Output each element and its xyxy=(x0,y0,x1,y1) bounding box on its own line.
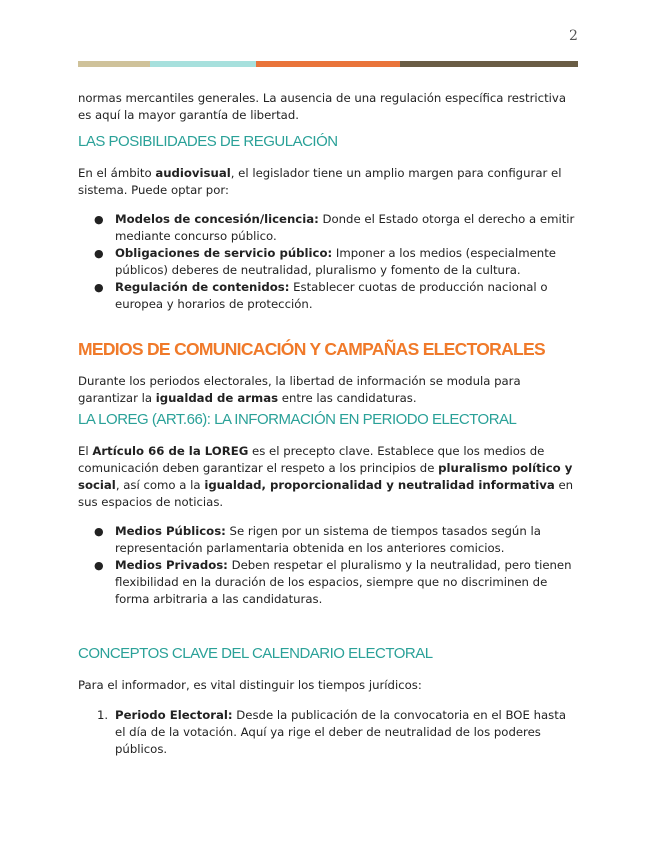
campanas-text-a: Durante los periodos electorales, la libertad de información se modula para garantizar la xyxy=(78,374,521,405)
list-item xyxy=(78,211,580,245)
color-bar-segment-tan xyxy=(78,61,150,67)
list-item-bold: Obligaciones de servicio público: xyxy=(115,246,333,260)
list-item-text: Deben respetar el pluralismo y la neutralidad, pero tienen flexibilidad en la duración de los espacios, siempre que no discriminen de forma arbitraria a las candidaturas. xyxy=(115,558,572,606)
calendario-paragraph: Para el informador, es vital distinguir los tiempos jurídicos: xyxy=(78,678,422,692)
campanas-paragraph xyxy=(78,373,580,407)
list-item-text: Desde la publicación de la convocatoria en el BOE hasta el día de la votación. Aquí ya rige el deber de neutralidad de los poderes públicos. xyxy=(115,708,567,756)
heading-regulacion: LAS POSIBILIDADES DE REGULACIÓN xyxy=(78,133,338,150)
heading-campanas: MEDIOS DE COMUNICACIÓN Y CAMPAÑAS ELECTORALES xyxy=(78,339,545,359)
list-item-bold: Regulación de contenidos: xyxy=(115,280,290,294)
intro-continuation-paragraph: normas mercantiles generales. La ausencia de una regulación específica restrictiva es aquí la mayor garantía de libertad. xyxy=(78,91,566,122)
color-bar-segment-orange xyxy=(256,61,400,67)
list-item xyxy=(78,707,580,758)
loreg-text-5: , así como a la xyxy=(115,478,205,492)
color-bar-segment-light-teal xyxy=(150,61,256,67)
list-item xyxy=(78,557,580,608)
list-item-text: Donde el Estado otorga el derecho a emitir mediante concurso público. xyxy=(115,212,575,243)
list-item-bold: Medios Públicos: xyxy=(115,524,226,538)
calendario-numbered-list xyxy=(78,707,580,758)
regulacion-text-c: , el legislador tiene un amplio margen para configurar el sistema. Puede optar por: xyxy=(78,166,562,197)
bullet-icon: ● xyxy=(94,247,104,260)
bullet-icon: ● xyxy=(94,559,104,572)
list-item xyxy=(78,523,580,557)
loreg-text-1: El xyxy=(78,444,93,458)
bullet-icon: ● xyxy=(94,281,104,294)
campanas-text-c: entre las candidaturas. xyxy=(278,391,417,405)
loreg-text-3: es el precepto clave. Establece que los medios de comunicación deben garantizar el respeto a los principios de xyxy=(78,444,545,475)
loreg-bold-igualdad: igualdad, proporcionalidad y neutralidad informativa xyxy=(204,478,555,492)
header-color-bar xyxy=(78,61,578,67)
heading-calendario: CONCEPTOS CLAVE DEL CALENDARIO ELECTORAL xyxy=(78,645,433,662)
regulacion-bold-audiovisual: audiovisual xyxy=(155,166,231,180)
list-item-bold: Modelos de concesión/licencia: xyxy=(115,212,319,226)
list-item xyxy=(78,279,580,313)
loreg-bold-articulo: Artículo 66 de la LOREG xyxy=(92,444,249,458)
heading-loreg: LA LOREG (ART.66): LA INFORMACIÓN EN PERIODO ELECTORAL xyxy=(78,411,517,428)
campanas-bold-igualdad: igualdad de armas xyxy=(155,391,279,405)
list-item-bold: Periodo Electoral: xyxy=(115,708,233,722)
regulacion-paragraph xyxy=(78,165,580,199)
loreg-text-7: en sus espacios de noticias. xyxy=(78,478,574,509)
list-item-text: Establecer cuotas de producción nacional o europea y horarios de protección. xyxy=(115,280,548,311)
color-bar-segment-brown xyxy=(400,61,578,67)
regulacion-bullet-list xyxy=(78,211,580,313)
bullet-icon: ● xyxy=(94,213,104,226)
loreg-bullet-list xyxy=(78,523,580,608)
regulacion-text-a: En el ámbito xyxy=(78,166,156,180)
bullet-icon: ● xyxy=(94,525,104,538)
page-number: 2 xyxy=(569,28,578,44)
list-item-number: 1. xyxy=(97,708,109,722)
loreg-paragraph xyxy=(78,443,580,511)
list-item-text: Imponer a los medios (especialmente públicos) deberes de neutralidad, pluralismo y fomento de la cultura. xyxy=(115,246,556,277)
list-item xyxy=(78,245,580,279)
list-item-bold: Medios Privados: xyxy=(115,558,228,572)
document-body xyxy=(78,90,580,758)
loreg-bold-pluralismo: pluralismo político y social xyxy=(78,461,573,492)
list-item-text: Se rigen por un sistema de tiempos tasados según la representación parlamentaria obtenida en los anteriores comicios. xyxy=(115,524,541,555)
